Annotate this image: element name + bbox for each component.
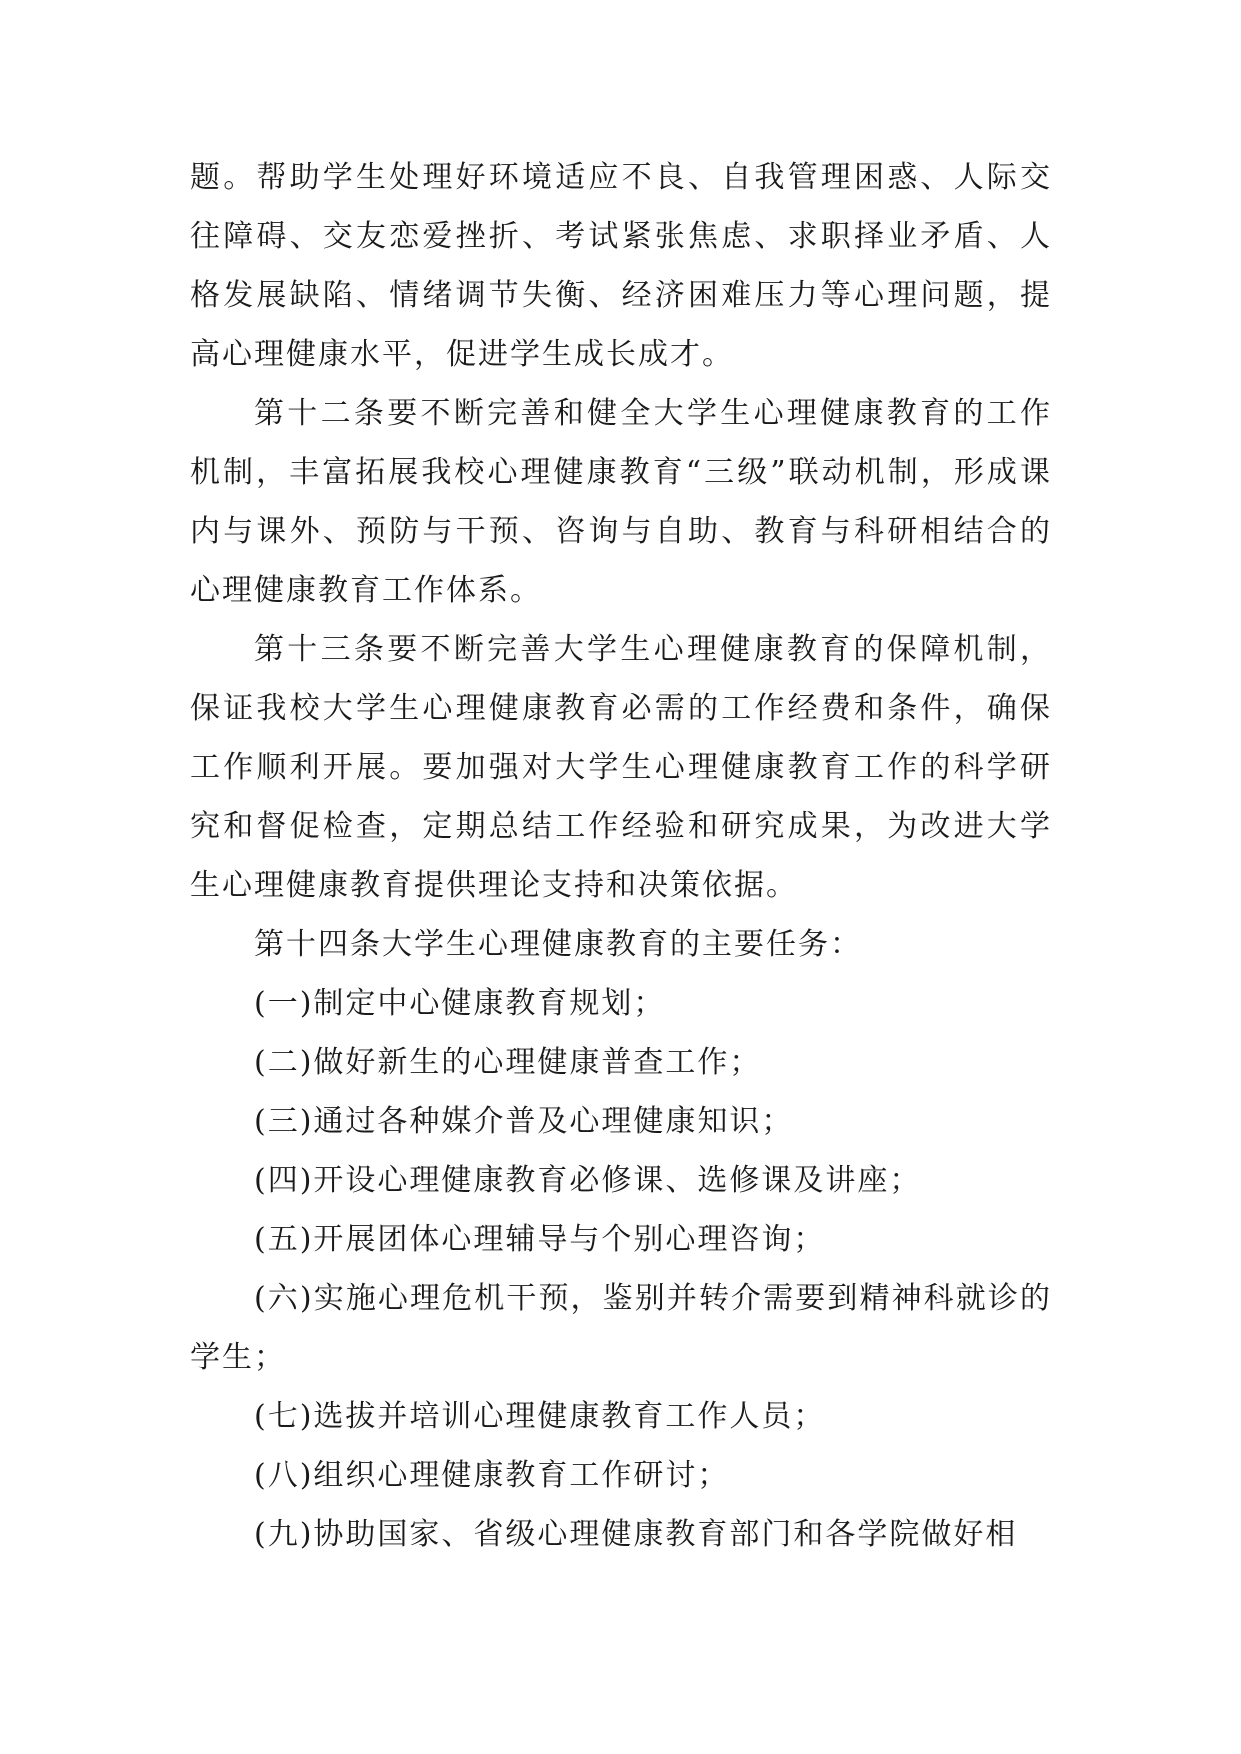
task-item-9: (九)协助国家、省级心理健康教育部门和各学院做好相	[254, 1517, 1018, 1552]
task-item-4: (四)开设心理健康教育必修课、选修课及讲座；	[254, 1163, 922, 1198]
paragraph-continuation: 题。帮助学生处理好环境适应不良、自我管理困惑、人际交往障碍、交友恋爱挫折、考试紧张焦虑、求职择业矛盾、人格发展缺陷、情绪调节失衡、经济困难压力等心理问题，提高心理健康水平，促进学生成长成才。	[190, 160, 1052, 372]
task-item-8: (八)组织心理健康教育工作研讨；	[254, 1458, 730, 1493]
article-12-paragraph: 第十二条要不断完善和健全大学生心理健康教育的工作机制，丰富拓展我校心理健康教育“三级”联动机制，形成课内与课外、预防与干预、咨询与自助、教育与科研相结合的心理健康教育工作体系。	[190, 396, 1052, 608]
article-13-paragraph: 第十三条要不断完善大学生心理健康教育的保障机制，保证我校大学生心理健康教育必需的工作经费和条件，确保工作顺利开展。要加强对大学生心理健康教育工作的科学研究和督促检查，定期总结工作经验和研究成果，为改进大学生心理健康教育提供理论支持和决策依据。	[190, 632, 1052, 903]
task-item-3: (三)通过各种媒介普及心理健康知识；	[254, 1104, 794, 1139]
task-item-1: (一)制定中心健康教育规划；	[254, 986, 666, 1021]
document-page	[190, 148, 1052, 1564]
task-item-7: (七)选拔并培训心理健康教育工作人员；	[254, 1399, 826, 1434]
article-14-heading: 第十四条大学生心理健康教育的主要任务：	[254, 927, 862, 962]
task-item-5: (五)开展团体心理辅导与个别心理咨询；	[254, 1222, 826, 1257]
task-item-2: (二)做好新生的心理健康普查工作；	[254, 1045, 762, 1080]
task-item-6: (六)实施心理危机干预，鉴别并转介需要到精神科就诊的学生；	[190, 1281, 1052, 1375]
